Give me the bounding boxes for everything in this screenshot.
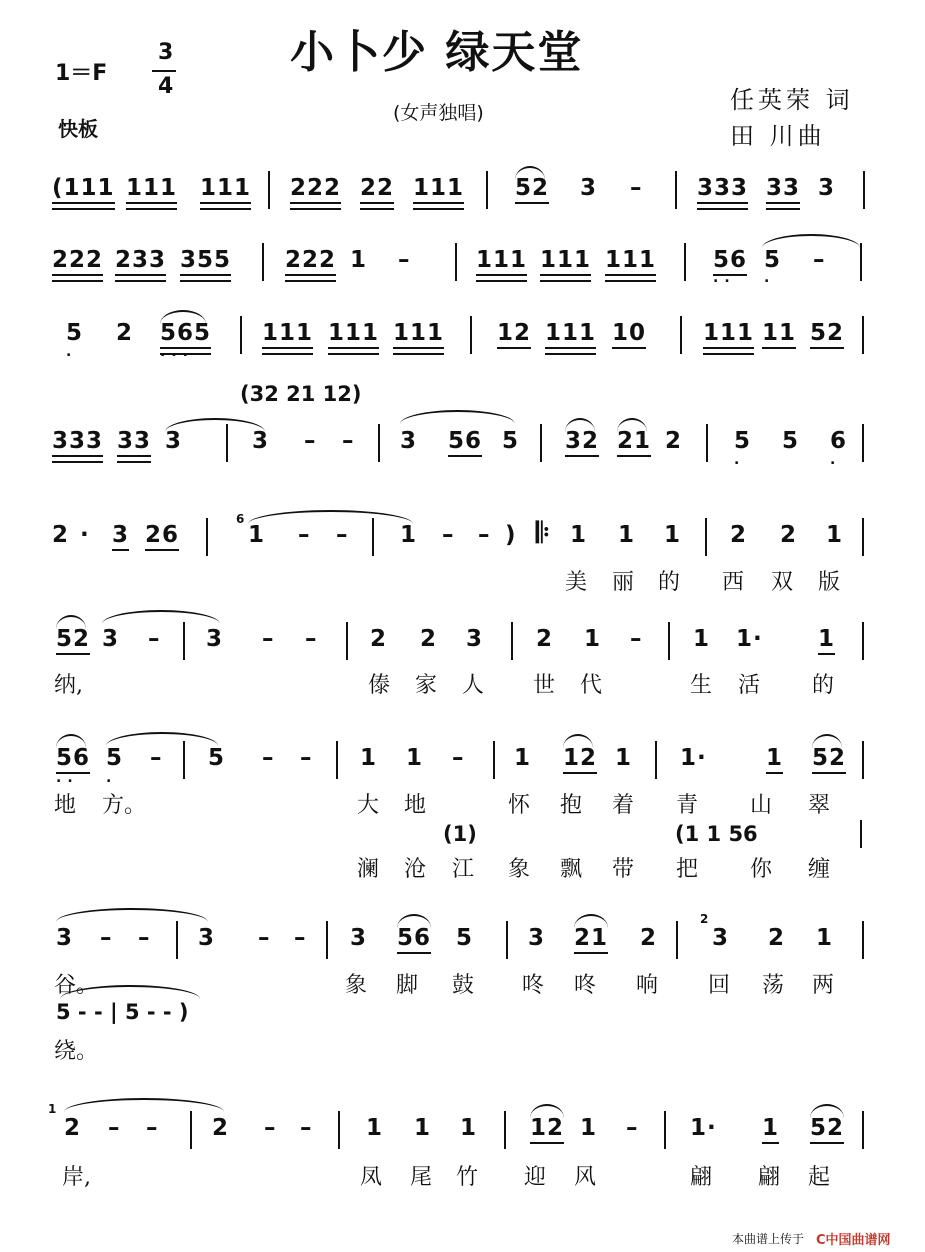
bar-line: [506, 921, 508, 959]
note-token: –: [300, 745, 313, 771]
slur: [563, 734, 593, 748]
note-token: (111: [52, 175, 115, 204]
note-token: 2: [52, 522, 70, 548]
note-token: 2: [370, 626, 388, 652]
note-token: 12: [497, 320, 531, 349]
lyric-char: 回: [708, 973, 731, 998]
note-token: 5: [208, 745, 226, 771]
bar-line: [504, 1111, 506, 1149]
note-token: 5: [502, 428, 520, 454]
note-token: 1·: [736, 626, 763, 652]
note-token: 3: [252, 428, 270, 454]
lyric-char: 的: [812, 673, 835, 698]
note-token: –: [138, 925, 151, 951]
slur: [515, 166, 545, 180]
bar-line: [493, 741, 495, 779]
note-token: 111: [605, 247, 656, 276]
bar-line: [511, 622, 513, 660]
alternate-note-row8-b: (1 1 56: [675, 822, 758, 846]
note-token: 6: [830, 428, 848, 454]
note-token: 52: [812, 745, 846, 774]
note-token: 3: [102, 626, 120, 652]
slur: [160, 310, 206, 324]
lyric-char: 咚: [522, 973, 545, 998]
bar-line: [176, 921, 178, 959]
note-token: –: [630, 175, 643, 201]
bar-line: [862, 741, 864, 779]
note-token: 33: [766, 175, 800, 204]
lyric-row-2: [0, 668, 925, 698]
note-token: 32: [565, 428, 599, 457]
note-token: 10: [612, 320, 646, 349]
lyric-char: 山: [750, 793, 773, 818]
note-token: 2: [768, 925, 786, 951]
lyric-row-4b: [0, 1034, 925, 1064]
lyric-char: 活: [738, 673, 761, 698]
note-token: 56: [713, 247, 747, 276]
lyric-char: 世: [533, 673, 556, 698]
note-token: 2: [780, 522, 798, 548]
bar-line: [206, 518, 208, 556]
note-token: 1: [406, 745, 424, 771]
note-token: 56: [448, 428, 482, 457]
note-token: 111: [413, 175, 464, 204]
note-token: –: [258, 925, 271, 951]
lyric-char: 凤: [360, 1165, 383, 1190]
lyric-char: 抱: [560, 793, 583, 818]
low-octave-dots: ..: [56, 770, 79, 786]
lyric-char: 生: [690, 673, 713, 698]
bar-line: [540, 424, 542, 462]
low-octave-dots: .: [66, 344, 78, 360]
lyric-char: 尾: [410, 1165, 433, 1190]
note-token: –: [336, 522, 349, 548]
note-token: 21: [617, 428, 651, 457]
bar-line: [705, 518, 707, 556]
note-token: –: [148, 626, 161, 652]
key-signature: 1＝F: [55, 61, 108, 86]
bar-line: [655, 741, 657, 779]
lyric-row-5: [0, 1160, 925, 1190]
lyric-char: 傣: [368, 673, 391, 698]
lyric-char: 带: [612, 857, 635, 882]
note-token: –: [398, 247, 411, 273]
lyric-char: 代: [580, 673, 603, 698]
lyric-char: 地: [54, 793, 77, 818]
lyric-char: 岸,: [62, 1165, 91, 1190]
slur: [762, 234, 860, 248]
low-octave-dots: ..: [713, 270, 736, 286]
staff-row-7: [0, 745, 925, 785]
time-signature-top: 3: [158, 40, 174, 65]
note-token: 3: [165, 428, 183, 454]
note-token: 3: [712, 925, 730, 951]
bar-line: [862, 518, 864, 556]
note-token: –: [305, 626, 318, 652]
grace-note-row8: 2: [700, 912, 709, 926]
note-token: 111: [540, 247, 591, 276]
lyric-row-1: [0, 565, 925, 595]
note-token: 3: [400, 428, 418, 454]
alternate-ending-row8: 5 - - | 5 - - ): [56, 1000, 189, 1024]
bar-line: [862, 316, 864, 354]
note-token: 1: [460, 1115, 478, 1141]
lyric-char: 家: [415, 673, 438, 698]
grace-note-row5: 6: [236, 512, 245, 526]
note-token: 12: [530, 1115, 564, 1144]
lyric-char: 象: [508, 857, 531, 882]
bar-line: [183, 741, 185, 779]
note-token: –: [300, 1115, 313, 1141]
note-token: 5: [782, 428, 800, 454]
note-token: 1·: [680, 745, 707, 771]
lyric-char: 咚: [574, 973, 597, 998]
note-token: 3: [818, 175, 836, 201]
grace-note-row9: 1: [48, 1102, 57, 1116]
note-token: 1: [762, 1115, 779, 1144]
note-token: 56: [56, 745, 90, 774]
lyric-char: 缠: [808, 857, 831, 882]
note-token: 52: [810, 320, 844, 349]
lyric-char: 江: [452, 857, 475, 882]
note-token: 111: [545, 320, 596, 349]
lyric-char: 青: [676, 793, 699, 818]
song-title: 小卜少 绿天堂: [290, 27, 584, 78]
bar-line: [862, 921, 864, 959]
note-token: –: [108, 1115, 121, 1141]
lyric-char: 鼓: [452, 973, 475, 998]
note-token: 3: [206, 626, 224, 652]
note-token: –: [813, 247, 826, 273]
note-token: 5: [66, 320, 84, 346]
lyric-char: 翠: [808, 793, 831, 818]
note-token: 2: [212, 1115, 230, 1141]
lyric-char: 飘: [560, 857, 583, 882]
slur: [64, 1098, 224, 1112]
bar-line: [183, 622, 185, 660]
note-token: 111: [476, 247, 527, 276]
lyric-char: 丽: [612, 570, 635, 595]
lyric-char: 纳,: [54, 673, 83, 698]
note-token: 3: [580, 175, 598, 201]
tempo-marking: 快板: [58, 117, 98, 141]
lyric-char: 怀: [508, 793, 531, 818]
bar-line: [346, 622, 348, 660]
bar-line: [262, 243, 264, 281]
lyric-char: 竹: [456, 1165, 479, 1190]
lyric-row-4: [0, 968, 925, 998]
repeat-start-sign: 𝄆: [536, 516, 550, 549]
bar-line: [664, 1111, 666, 1149]
note-token: 1: [826, 522, 844, 548]
bar-line: [336, 741, 338, 779]
note-token: 1: [618, 522, 636, 548]
note-token: 3: [350, 925, 368, 951]
note-token: 111: [200, 175, 251, 204]
note-token: 1: [693, 626, 711, 652]
note-token: 1: [360, 745, 378, 771]
slur: [617, 418, 647, 432]
note-token: 52: [810, 1115, 844, 1144]
slur: [810, 1104, 844, 1118]
note-token: 1: [350, 247, 368, 273]
lyric-char: 西: [722, 570, 745, 595]
slur: [102, 610, 220, 624]
bar-line: [486, 171, 488, 209]
note-token: 33: [117, 428, 151, 457]
lyric-char: 着: [612, 793, 635, 818]
note-token: 1: [248, 522, 266, 548]
staff-row-1: [0, 175, 925, 215]
note-token: 1: [366, 1115, 384, 1141]
note-token: 1: [414, 1115, 432, 1141]
note-token: –: [478, 522, 491, 548]
lyric-char: 美: [565, 570, 588, 595]
slur: [56, 734, 86, 748]
lyric-char: 象: [345, 973, 368, 998]
slur: [400, 410, 515, 424]
note-token: 12: [563, 745, 597, 774]
lyric-char: 脚: [396, 973, 419, 998]
lyric-char: 地: [404, 793, 427, 818]
bar-line: [684, 243, 686, 281]
note-token: –: [262, 745, 275, 771]
slur: [106, 732, 218, 746]
low-octave-dots: .: [106, 770, 118, 786]
note-token: 1: [766, 745, 783, 774]
staff-row-6: [0, 626, 925, 666]
lyric-row-3: [0, 788, 925, 818]
note-token: 5: [734, 428, 752, 454]
note-token: 1: [664, 522, 682, 548]
lyric-char: 迎: [524, 1165, 547, 1190]
lyric-char: 两: [812, 973, 835, 998]
note-token: 111: [126, 175, 177, 204]
slur: [565, 418, 595, 432]
staff-row-5: [0, 522, 925, 562]
note-token: –: [630, 626, 643, 652]
note-token: –: [100, 925, 113, 951]
note-token: 355: [180, 247, 231, 276]
alternate-note-row8-a: (1): [443, 822, 477, 846]
lyric-char: 版: [818, 570, 841, 595]
note-token: 1: [580, 1115, 598, 1141]
lyricist-credit: 任英荣 词: [730, 86, 854, 114]
bar-line: [338, 1111, 340, 1149]
note-token: –: [304, 428, 317, 454]
note-token: 565: [160, 320, 211, 349]
note-token: ): [505, 522, 517, 548]
note-token: 26: [145, 522, 179, 551]
slur: [574, 914, 608, 928]
note-token: 11: [762, 320, 796, 349]
lyric-char: 响: [636, 973, 659, 998]
note-token: 5: [764, 247, 782, 273]
lyric-char: 的: [658, 570, 681, 595]
note-token: 2: [116, 320, 134, 346]
note-token: 22: [360, 175, 394, 204]
note-token: –: [342, 428, 355, 454]
note-token: 1·: [690, 1115, 717, 1141]
note-token: 5: [106, 745, 124, 771]
note-token: 3: [466, 626, 484, 652]
site-logo[interactable]: C中国曲谱网: [816, 1233, 891, 1248]
staff-row-2: [0, 247, 925, 287]
note-token: 2: [420, 626, 438, 652]
bar-line: [676, 921, 678, 959]
bar-line: [268, 171, 270, 209]
note-token: –: [442, 522, 455, 548]
alternate-notes-row4: (32 21 12): [240, 382, 362, 406]
note-token: –: [264, 1115, 277, 1141]
lyric-char: 翩: [758, 1165, 781, 1190]
lyric-char: 人: [462, 673, 485, 698]
lyric-char: 翩: [690, 1165, 713, 1190]
note-token: –: [150, 745, 163, 771]
low-octave-dots: .: [764, 270, 776, 286]
note-token: 2: [64, 1115, 82, 1141]
lyric-char: 沧: [404, 857, 427, 882]
low-octave-dots: ...: [160, 344, 194, 360]
note-token: 233: [115, 247, 166, 276]
low-octave-dots: .: [830, 452, 842, 468]
note-token: 2: [640, 925, 658, 951]
bar-line: [680, 316, 682, 354]
note-token: ·: [80, 522, 90, 548]
note-token: 3: [56, 925, 74, 951]
note-token: 56: [397, 925, 431, 954]
bar-line: [675, 171, 677, 209]
note-token: 1: [400, 522, 418, 548]
note-token: 111: [262, 320, 313, 349]
slur: [812, 734, 842, 748]
note-token: 3: [112, 522, 129, 551]
bar-line: [863, 171, 865, 209]
note-token: 222: [290, 175, 341, 204]
lyric-char: 把: [676, 857, 699, 882]
note-token: –: [452, 745, 465, 771]
bar-line: [706, 424, 708, 462]
lyric-char: 方。: [102, 793, 147, 818]
note-token: 2: [730, 522, 748, 548]
bar-line: [378, 424, 380, 462]
lyric-char: 大: [357, 793, 380, 818]
note-token: 1: [615, 745, 633, 771]
song-subtitle: (女声独唱): [393, 102, 484, 124]
note-token: 52: [515, 175, 549, 204]
note-token: –: [294, 925, 307, 951]
note-token: 1: [818, 626, 835, 655]
note-token: 333: [697, 175, 748, 204]
lyric-char: 双: [771, 570, 794, 595]
time-signature-line: [152, 70, 176, 72]
note-token: 3: [528, 925, 546, 951]
lyric-char: 荡: [762, 973, 785, 998]
note-token: 1: [584, 626, 602, 652]
staff-row-9: [0, 1115, 925, 1155]
staff-row-8: [0, 925, 925, 965]
note-token: 111: [393, 320, 444, 349]
note-token: 3: [198, 925, 216, 951]
time-signature-bottom: 4: [158, 74, 174, 99]
bar-line: [455, 243, 457, 281]
bar-line: [862, 622, 864, 660]
staff-row-3: [0, 320, 925, 360]
note-token: –: [146, 1115, 159, 1141]
lyric-row-3b: [0, 852, 925, 882]
slur: [56, 615, 86, 629]
low-octave-dots: .: [734, 452, 746, 468]
note-token: 1: [570, 522, 588, 548]
note-token: 222: [52, 247, 103, 276]
bar-line: [862, 1111, 864, 1149]
note-token: –: [298, 522, 311, 548]
lyric-char: 澜: [357, 857, 380, 882]
note-token: 1: [816, 925, 834, 951]
bar-line: [326, 921, 328, 959]
note-token: 5: [456, 925, 474, 951]
composer-credit: 田 川曲: [730, 122, 826, 150]
lyric-char: 你: [750, 857, 773, 882]
note-token: 21: [574, 925, 608, 954]
slur: [165, 418, 265, 432]
bar-line: [190, 1111, 192, 1149]
bar-line: [240, 316, 242, 354]
lyric-char: 起: [808, 1165, 831, 1190]
note-token: –: [626, 1115, 639, 1141]
note-token: 111: [328, 320, 379, 349]
note-token: 52: [56, 626, 90, 655]
bar-line: [668, 622, 670, 660]
alternate-bar-row8: [860, 820, 862, 848]
lyric-char: 谷。: [54, 973, 99, 998]
lyric-char: 绕。: [54, 1039, 99, 1064]
note-token: 1: [514, 745, 532, 771]
note-token: 222: [285, 247, 336, 276]
lyric-char: 风: [574, 1165, 597, 1190]
note-token: 333: [52, 428, 103, 457]
note-token: –: [262, 626, 275, 652]
staff-row-4: [0, 428, 925, 468]
bar-line: [470, 316, 472, 354]
note-token: 2: [665, 428, 683, 454]
slur: [530, 1104, 564, 1118]
note-token: 111: [703, 320, 754, 349]
bar-line: [862, 424, 864, 462]
note-token: 2: [536, 626, 554, 652]
slur: [248, 510, 413, 524]
footer-text: 本曲谱上传于: [732, 1232, 805, 1246]
bar-line: [860, 243, 862, 281]
slur: [56, 908, 208, 922]
slur: [397, 914, 431, 928]
